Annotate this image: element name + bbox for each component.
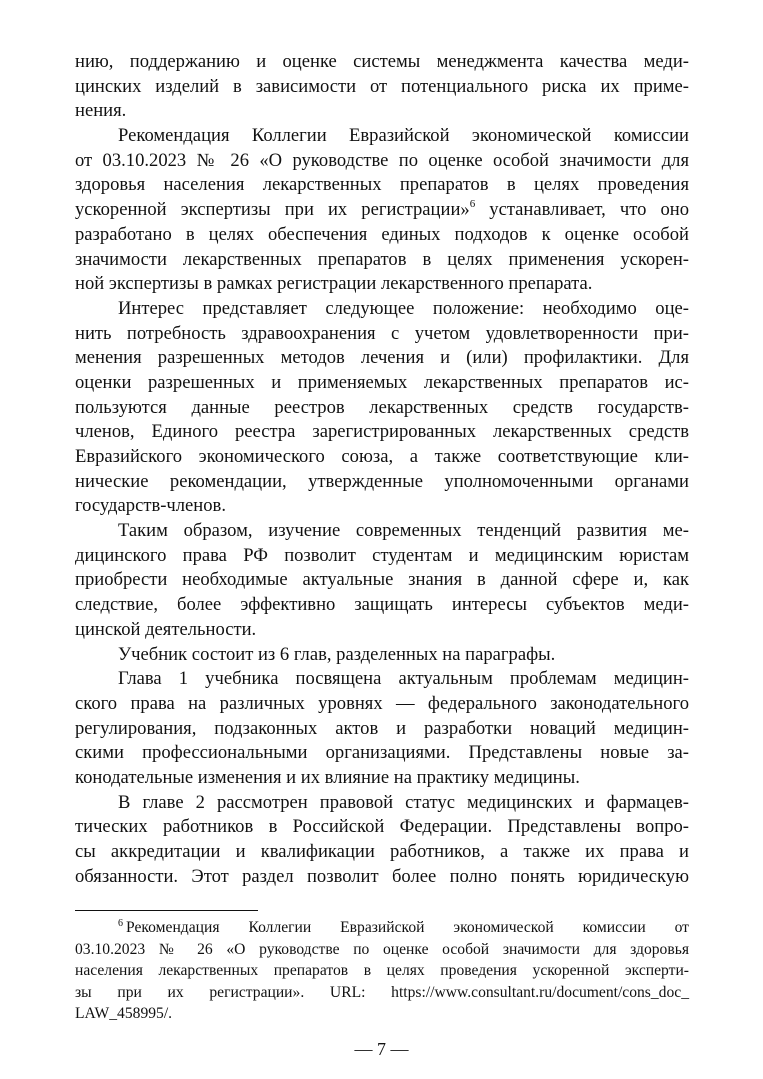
footnote-line-text: зы при их регистрации». URL: https://www.consultant.ru/document/cons_doc_ bbox=[75, 983, 689, 1001]
footnote-divider bbox=[75, 910, 258, 911]
body-line-text: разработано в целях обеспечения единых подходов к оценке особой bbox=[75, 223, 689, 245]
body-line bbox=[75, 371, 689, 396]
body-line-text: нить потребность здравоохранения с учетом удовлетворенности при- bbox=[75, 322, 689, 344]
body-line-text: Таким образом, изучение современных тенденций развития ме- bbox=[118, 520, 689, 542]
body-line-text: скими профессиональными организациями. Представлены новые за- bbox=[75, 742, 689, 764]
body-line bbox=[75, 840, 689, 865]
body-line bbox=[75, 519, 689, 544]
body-line-text: регулирования, подзаконных актов и разработки новаций медицин- bbox=[75, 717, 689, 739]
footnote bbox=[75, 917, 689, 1025]
body-line-text: Учебник состоит из 6 глав, разделенных на параграфы. bbox=[118, 643, 556, 665]
body-line-text: нические рекомендации, утвержденные уполномоченными органами bbox=[75, 470, 689, 492]
body-paragraphs bbox=[75, 50, 689, 889]
body-line-text: ускоренной экспертизы при их регистрации» bbox=[75, 199, 470, 221]
body-line bbox=[75, 149, 689, 174]
body-line-text-continued: устанавливает, что оно bbox=[475, 199, 689, 221]
footnote-line bbox=[75, 1003, 689, 1025]
body-line bbox=[75, 692, 689, 717]
body-line bbox=[75, 766, 689, 791]
body-line-text: тических работников в Российской Федерации. Представлены вопро- bbox=[75, 816, 689, 838]
body-line-text: В главе 2 рассмотрен правовой статус медицинских и фармацев- bbox=[118, 791, 689, 813]
body-line-text: оценки разрешенных и применяемых лекарственных препаратов ис- bbox=[75, 371, 689, 393]
footnote-line-text: 03.10.2023 № 26 «О руководстве по оценке особой значимости для здоровья bbox=[75, 940, 689, 958]
footnote-line bbox=[75, 982, 689, 1004]
body-line bbox=[75, 568, 689, 593]
body-line-text: конодательные изменения и их влияние на практику медицины. bbox=[75, 766, 580, 788]
body-line-text: Рекомендация Коллегии Евразийской экономической комиссии bbox=[118, 125, 689, 147]
body-line-text: ского права на различных уровнях — федерального законодательного bbox=[75, 692, 689, 714]
body-line-text: обязанности. Этот раздел позволит более полно понять юридическую bbox=[75, 865, 689, 887]
body-line bbox=[75, 248, 689, 273]
page-number: — 7 — bbox=[354, 1039, 409, 1059]
body-line bbox=[75, 124, 689, 149]
main-text bbox=[75, 50, 689, 889]
body-line bbox=[75, 544, 689, 569]
body-line-text: Евразийского экономического союза, а также соответствующие кли- bbox=[75, 446, 689, 467]
body-line bbox=[75, 75, 689, 100]
body-line bbox=[75, 322, 689, 347]
body-line bbox=[75, 494, 689, 519]
footnote-line bbox=[75, 939, 689, 961]
body-line-text: нию, поддержанию и оценке системы менеджмента качества меди- bbox=[75, 51, 689, 72]
body-line bbox=[75, 717, 689, 742]
body-line bbox=[75, 865, 689, 890]
footnote-line-text: LAW_458995/. bbox=[75, 1005, 173, 1023]
body-line bbox=[75, 791, 689, 816]
footnote-line bbox=[75, 917, 689, 939]
body-line-text: приобрести необходимые актуальные знания в данной сфере и, как bbox=[75, 569, 689, 591]
body-line bbox=[75, 297, 689, 322]
footnote-line-text: Рекомендация Коллегии Евразийской экономической комиссии от bbox=[126, 919, 689, 936]
body-line bbox=[75, 50, 689, 75]
body-line bbox=[75, 593, 689, 618]
body-line bbox=[75, 643, 689, 668]
body-line bbox=[75, 346, 689, 371]
body-line-text: Интерес представляет следующее положение: необходимо оце- bbox=[118, 297, 689, 319]
body-line-text: от 03.10.2023 № 26 «О руководстве по оценке особой значимости для bbox=[75, 149, 689, 171]
body-line bbox=[75, 396, 689, 421]
body-line-text: ной экспертизы в рамках регистрации лекарственного препарата. bbox=[75, 273, 593, 295]
body-line bbox=[75, 223, 689, 248]
body-line bbox=[75, 445, 689, 470]
body-line-text: цинских изделий в зависимости от потенциального риска их приме- bbox=[75, 75, 689, 97]
body-line-text: значимости лекарственных препаратов в целях применения ускорен- bbox=[75, 248, 689, 270]
body-line bbox=[75, 272, 689, 297]
body-line-text: сы аккредитации и квалификации работников, а также их права и bbox=[75, 841, 689, 862]
body-line bbox=[75, 815, 689, 840]
body-line-text: государств-членов. bbox=[75, 495, 226, 517]
body-line-text: членов, Единого реестра зарегистрированных лекарственных средств bbox=[75, 421, 689, 443]
body-line bbox=[75, 420, 689, 445]
body-line bbox=[75, 198, 689, 223]
body-line-text: следствие, более эффективно защищать интересы субъектов меди- bbox=[75, 594, 689, 616]
body-line-text: нения. bbox=[75, 100, 127, 122]
body-line bbox=[75, 173, 689, 198]
body-line bbox=[75, 470, 689, 495]
body-line bbox=[75, 741, 689, 766]
body-line bbox=[75, 618, 689, 643]
body-line-text: менения разрешенных методов лечения и (или) профилактики. Для bbox=[75, 347, 689, 369]
body-line-text: Глава 1 учебника посвящена актуальным проблемам медицин- bbox=[118, 668, 689, 690]
body-line bbox=[75, 99, 689, 124]
footnote-reference[interactable]: 6 bbox=[469, 198, 476, 211]
body-line-text: пользуются данные реестров лекарственных средств государств- bbox=[75, 396, 689, 418]
footnote-line-text: населения лекарственных препаратов в целях проведения ускоренной эксперти- bbox=[75, 962, 689, 980]
footnote-line bbox=[75, 960, 689, 982]
body-line bbox=[75, 667, 689, 692]
body-line-text: здоровья населения лекарственных препаратов в целях проведения bbox=[75, 174, 689, 196]
body-line-text: дицинского права РФ позволит студентам и медицинским юристам bbox=[75, 544, 689, 566]
footnote-text bbox=[75, 917, 689, 1025]
footnote-number: 6 bbox=[118, 918, 123, 929]
body-line-text: цинской деятельности. bbox=[75, 618, 257, 640]
